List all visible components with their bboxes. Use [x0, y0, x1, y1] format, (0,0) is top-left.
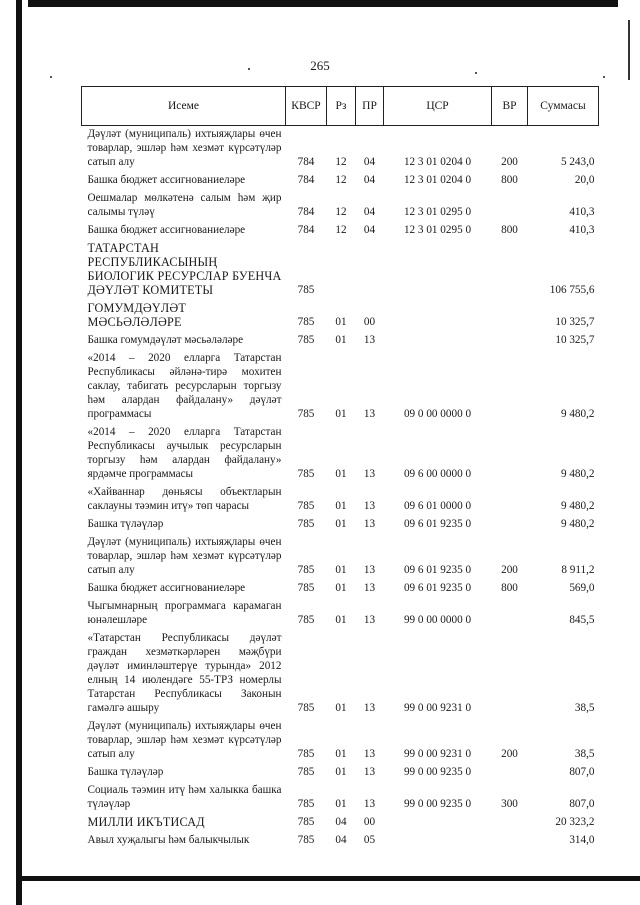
table-row: [82, 596, 599, 628]
table-row: [82, 220, 599, 238]
row-csr: 09 6 01 9235 0: [403, 564, 472, 576]
row-vr: [492, 596, 528, 628]
column-header-pr: ПР: [356, 87, 384, 126]
row-rz: 01: [335, 500, 347, 512]
row-pr: 13: [363, 564, 376, 576]
table-header-row: [82, 87, 599, 126]
row-kvsr: 785: [297, 748, 315, 760]
row-sum: 9 480,2: [560, 518, 595, 530]
scan-edge-bottom: [16, 876, 640, 881]
row-vr: [492, 812, 528, 830]
row-name: «Татарстан Республикасы дәүләт граждан хезмәткәрләрен мәҗбүри дәүләт иминләштерүе турында» 2012 елның 14 июлендәге 55-ТРЗ номерлы Татарстан Республикасы Законын гамәлгә ашыру: [87, 632, 282, 714]
row-pr: 00: [363, 816, 376, 828]
row-sum: 314,0: [569, 834, 595, 846]
row-name: Авыл хуҗалыгы һәм балыкчылык: [87, 834, 250, 846]
row-rz: 01: [335, 766, 347, 778]
row-name: МИЛЛИ ИКЪТИСАД: [87, 815, 205, 829]
table-row: [82, 716, 599, 762]
row-name: Башка бюджет ассигнованиеләре: [87, 582, 246, 594]
row-pr: 04: [363, 224, 376, 236]
table-row: [82, 188, 599, 220]
row-csr: 09 6 01 9235 0: [403, 518, 472, 530]
row-kvsr: 785: [297, 500, 315, 512]
row-name: Социаль тәэмин итү һәм халыкка башка түләүләр: [87, 784, 282, 810]
row-vr: [492, 422, 528, 482]
scan-speck: [50, 76, 52, 78]
table-row: [82, 126, 599, 171]
row-vr: [492, 482, 528, 514]
row-name: Башка гомумдәүләт мәсьәләләре: [87, 334, 244, 346]
row-kvsr: 784: [297, 156, 315, 168]
row-rz: 01: [335, 334, 347, 346]
table-row: [82, 514, 599, 532]
column-header-vr: ВР: [492, 87, 528, 126]
row-csr: [384, 330, 492, 348]
scan-edge-left: [16, 0, 22, 905]
table-row: [82, 578, 599, 596]
row-name: ГОМУМДӘҮЛӘТ МӘСЬӘЛӘЛӘРЕ: [87, 301, 186, 329]
row-csr: 99 0 00 9235 0: [403, 766, 472, 778]
row-pr: 13: [363, 766, 376, 778]
row-sum: 9 480,2: [560, 468, 595, 480]
row-vr: [492, 348, 528, 422]
row-sum: 38,5: [574, 748, 595, 760]
row-rz: 12: [335, 224, 347, 236]
row-sum: 38,5: [574, 702, 595, 714]
row-name: Дәүләт (муниципаль) ихтыяҗлары өчен товарлар, эшләр һәм хезмәт күрсәтүләр сатып алу: [87, 536, 282, 576]
row-rz: 01: [335, 316, 347, 328]
row-pr: 04: [363, 156, 376, 168]
row-kvsr: 785: [297, 798, 315, 810]
table-row: [82, 482, 599, 514]
row-pr: 13: [363, 408, 376, 420]
row-pr: 13: [363, 334, 376, 346]
row-rz: 01: [335, 408, 347, 420]
row-pr: 13: [363, 798, 376, 810]
budget-table: [81, 86, 599, 848]
row-name: Башка түләүләр: [87, 766, 164, 778]
row-pr: 13: [363, 702, 376, 714]
row-rz: 01: [335, 798, 347, 810]
column-header-kvsr: КВСР: [286, 87, 327, 126]
row-sum: 8 911,2: [561, 564, 595, 576]
row-vr: 200: [501, 748, 518, 760]
row-sum: 10 325,7: [555, 334, 595, 346]
row-kvsr: 785: [297, 284, 315, 296]
row-sum: 106 755,6: [549, 284, 595, 296]
table-row: [82, 532, 599, 578]
row-sum: 10 325,7: [555, 316, 595, 328]
row-pr: 04: [363, 174, 376, 186]
row-sum: 9 480,2: [560, 500, 595, 512]
row-rz: 04: [335, 834, 347, 846]
row-name: Башка бюджет ассигнованиеләре: [87, 224, 246, 236]
row-sum: 5 243,0: [560, 156, 595, 168]
row-kvsr: 785: [297, 766, 315, 778]
row-kvsr: 784: [297, 206, 315, 218]
row-rz: [327, 238, 356, 298]
row-sum: 20 323,2: [555, 816, 595, 828]
row-pr: 13: [363, 518, 376, 530]
row-rz: 12: [335, 206, 347, 218]
row-csr: [384, 238, 492, 298]
row-name: Чыгымнарның программага карамаган юнәлешләре: [87, 600, 282, 626]
table-row: [82, 812, 599, 830]
row-pr: 05: [363, 834, 376, 846]
row-pr: 13: [363, 468, 376, 480]
row-pr: 04: [363, 206, 376, 218]
row-sum: 20,0: [574, 174, 595, 186]
table-row: [82, 422, 599, 482]
row-sum: 807,0: [569, 766, 595, 778]
row-rz: 01: [335, 702, 347, 714]
row-vr: 800: [501, 174, 518, 186]
row-csr: 99 0 00 0000 0: [403, 614, 472, 626]
page-number: 265: [310, 58, 330, 73]
row-vr: 300: [501, 798, 518, 810]
table-row: [82, 330, 599, 348]
row-vr: [492, 514, 528, 532]
row-csr: [384, 812, 492, 830]
row-vr: 800: [501, 582, 518, 594]
row-sum: 845,5: [569, 614, 595, 626]
row-rz: 01: [335, 582, 347, 594]
row-vr: [492, 330, 528, 348]
row-rz: 01: [335, 468, 347, 480]
row-kvsr: 784: [297, 174, 315, 186]
row-rz: 01: [335, 564, 347, 576]
row-csr: 09 6 01 9235 0: [403, 582, 472, 594]
row-pr: 13: [363, 582, 376, 594]
row-pr: 13: [363, 500, 376, 512]
row-name: Дәүләт (муниципаль) ихтыяҗлары өчен товарлар, эшләр һәм хезмәт күрсәтүләр сатып алу: [87, 128, 282, 168]
table-row: [82, 830, 599, 848]
row-rz: 12: [335, 174, 347, 186]
table-row: [82, 298, 599, 330]
row-name: ТАТАРСТАН РЕСПУБЛИКАСЫНЫҢ БИОЛОГИК РЕСУРСЛАР БУЕНЧА ДӘҮЛӘТ КОМИТЕТЫ: [87, 241, 282, 297]
row-vr: [492, 762, 528, 780]
column-header-name: Исеме: [82, 87, 286, 126]
scan-edge-top: [28, 0, 618, 7]
row-rz: 12: [335, 156, 347, 168]
row-kvsr: 785: [297, 408, 315, 420]
row-vr: 800: [501, 224, 518, 236]
table-row: [82, 628, 599, 716]
column-header-rz: Рз: [327, 87, 356, 126]
table-row: [82, 170, 599, 188]
row-vr: [492, 628, 528, 716]
row-pr: 13: [363, 614, 376, 626]
column-header-csr: ЦСР: [384, 87, 492, 126]
row-sum: 9 480,2: [560, 408, 595, 420]
row-sum: 807,0: [569, 798, 595, 810]
row-kvsr: 785: [297, 334, 315, 346]
row-name: Башка бюджет ассигнованиеләре: [87, 174, 246, 186]
row-csr: 12 3 01 0204 0: [403, 174, 472, 186]
row-csr: 12 3 01 0295 0: [403, 206, 472, 218]
row-name: «2014 – 2020 елларга Татарстан Республикасы әйләнә-тирә мохитен саклау, табигать ресурсларын торгызу һәм алардан файдалану» дәүләт программасы: [87, 352, 282, 420]
row-csr: 99 0 00 9235 0: [403, 798, 472, 810]
row-csr: 99 0 00 9231 0: [403, 702, 472, 714]
row-vr: 200: [501, 564, 518, 576]
row-kvsr: 785: [297, 614, 315, 626]
row-csr: [384, 830, 492, 848]
row-kvsr: 785: [297, 834, 315, 846]
row-kvsr: 785: [297, 468, 315, 480]
row-csr: 09 6 00 0000 0: [403, 468, 472, 480]
table-row: [82, 348, 599, 422]
row-rz: 01: [335, 614, 347, 626]
table-row: [82, 762, 599, 780]
row-pr: 13: [363, 748, 376, 760]
row-pr: [356, 238, 384, 298]
row-name: «2014 – 2020 елларга Татарстан Республикасы аучылык ресурсларын торгызу һәм алардан файдалану» ярдәмче программасы: [87, 426, 282, 480]
row-rz: 01: [335, 518, 347, 530]
row-sum: 410,3: [569, 224, 595, 236]
row-kvsr: 785: [297, 564, 315, 576]
row-csr: 09 6 01 0000 0: [403, 500, 472, 512]
row-kvsr: 785: [297, 518, 315, 530]
row-csr: 12 3 01 0204 0: [403, 156, 472, 168]
table-row: [82, 238, 599, 298]
row-name: Башка түләүләр: [87, 518, 164, 530]
row-kvsr: 785: [297, 702, 315, 714]
table-body: [82, 126, 599, 849]
row-kvsr: 785: [297, 316, 315, 328]
row-csr: 12 3 01 0295 0: [403, 224, 472, 236]
scan-speck: [603, 76, 605, 78]
row-vr: [492, 830, 528, 848]
row-rz: 04: [335, 816, 347, 828]
row-name: «Хайваннар дөньясы объектларын саклауны тәэмин итү» төп чарасы: [87, 486, 282, 512]
row-name: Оешмалар мөлкәтенә салым һәм җир салымы түләү: [87, 192, 282, 218]
row-rz: 01: [335, 748, 347, 760]
row-vr: [492, 238, 528, 298]
row-kvsr: 785: [297, 582, 315, 594]
row-sum: 410,3: [569, 206, 595, 218]
column-header-sum: Суммасы: [528, 87, 599, 126]
row-kvsr: 784: [297, 224, 315, 236]
row-vr: [492, 188, 528, 220]
row-kvsr: 785: [297, 816, 315, 828]
row-vr: [492, 298, 528, 330]
row-csr: 09 0 00 0000 0: [403, 408, 472, 420]
row-sum: 569,0: [569, 582, 595, 594]
row-vr: 200: [501, 156, 518, 168]
row-csr: [384, 298, 492, 330]
row-name: Дәүләт (муниципаль) ихтыяҗлары өчен товарлар, эшләр һәм хезмәт күрсәтүләр сатып алу: [87, 720, 282, 760]
row-csr: 99 0 00 9231 0: [403, 748, 472, 760]
row-pr: 00: [363, 316, 376, 328]
table-row: [82, 780, 599, 812]
